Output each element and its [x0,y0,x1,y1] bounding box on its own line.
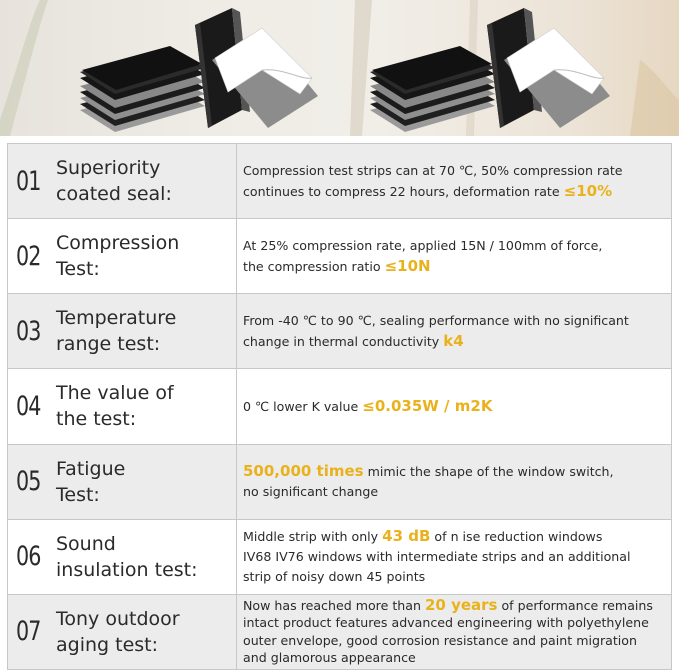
row-title: Compression Test: [56,232,180,281]
row-header [8,595,237,669]
row-title: Temperature range test: [56,307,177,356]
row-description: Compression test strips can at 70 ℃, 50% compression rate continues to compress 22 hours, deformation rate ≤10% [243,162,623,200]
table-row [8,444,671,519]
row-header [8,520,237,594]
row-number: 05 [16,466,41,498]
row-description: From -40 ℃ to 90 ℃, sealing performance with no significant change in thermal conductivity k4 [243,312,629,350]
row-header [8,144,237,218]
table-row [8,519,671,594]
row-description: 500,000 times mimic the shape of the window switch, no significant change [243,462,614,500]
row-header [8,294,237,368]
foam-pads-illustration [0,0,679,136]
row-number: 07 [16,616,41,648]
highlight-value: ≤10% [563,181,613,200]
highlight-value: 20 years [424,595,498,614]
table-row [8,144,671,218]
product-photo-banner [0,0,679,136]
row-description: Now has reached more than 20 years of performance remains intact product features advanced engineering with polyethylene outer envelope, good corrosion resistance and paint migration and glamorous appearance [243,595,653,666]
table-row [8,218,671,293]
row-number: 03 [16,315,41,347]
table-row [8,368,671,443]
highlight-value: 500,000 times [243,462,364,481]
row-title: The value of the test: [56,382,174,431]
row-title: Superiority coated seal: [56,157,172,206]
row-number: 01 [16,165,41,197]
row-title: Fatigue Test: [56,457,126,506]
highlight-value: ≤0.035W / m2K [362,396,493,415]
row-description: At 25% compression rate, applied 15N / 100mm of force, the compression ratio ≤10N [243,237,603,275]
row-header [8,219,237,293]
table-row [8,594,671,669]
table-row [8,293,671,368]
row-title: Tony outdoor aging test: [56,607,180,656]
row-header [8,369,237,443]
highlight-value: k4 [443,331,464,350]
spec-table [7,143,672,670]
row-number: 06 [16,541,41,573]
highlight-value: 43 dB [382,527,431,546]
pad-stack-right [370,46,495,132]
row-header [8,445,237,519]
row-description: Middle strip with only 43 dB of n ise reduction windows IV68 IV76 windows with intermediate strips and an additional strip of noisy down 45 points [243,527,631,585]
row-title: Sound insulation test: [56,532,198,581]
row-number: 02 [16,240,41,272]
pad-stack-left [80,46,205,132]
row-description: 0 ℃ lower K value ≤0.035W / m2K [243,396,493,415]
highlight-value: ≤10N [384,256,431,275]
row-number: 04 [16,390,41,422]
